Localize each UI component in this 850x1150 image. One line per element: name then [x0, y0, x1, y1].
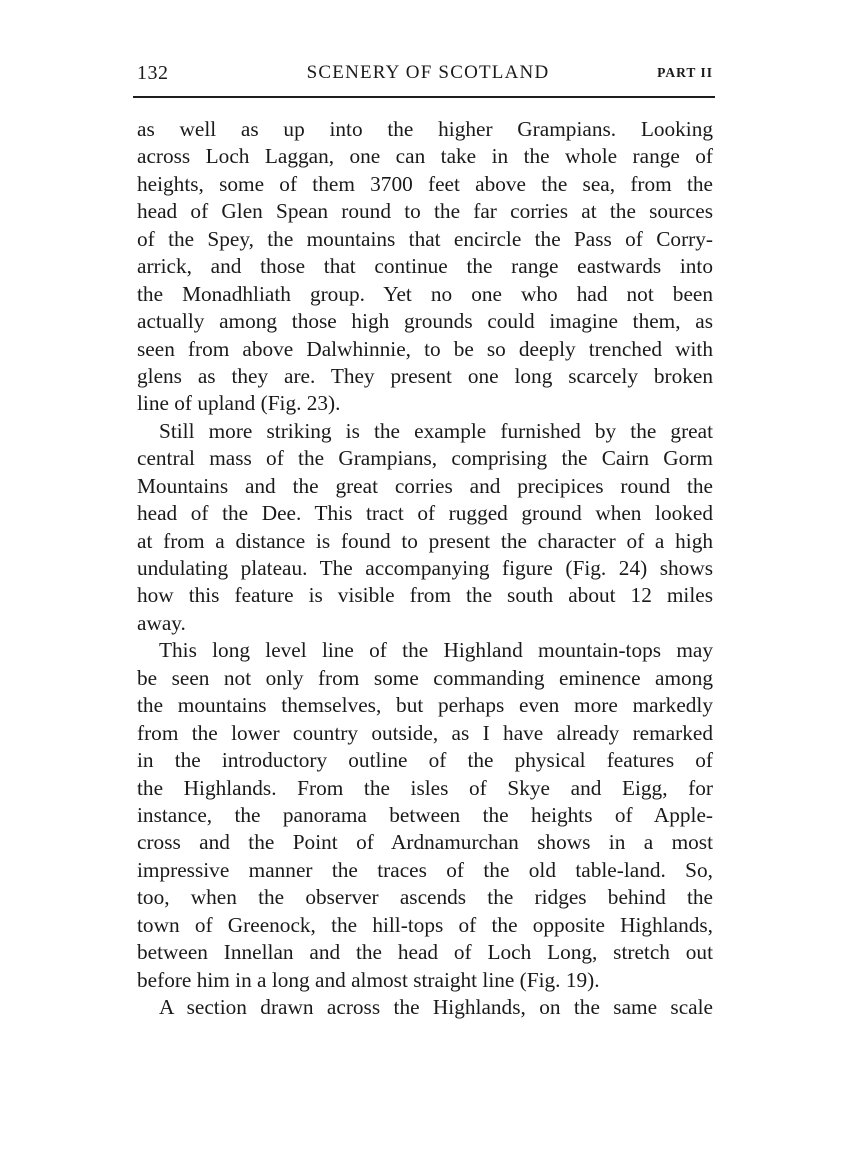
text-line: heights, some of them 3700 feet above the sea, from the	[137, 171, 713, 196]
text-line: head of the Dee. This tract of rugged ground when looked	[137, 501, 713, 526]
text-line: too, when the observer ascends the ridges behind the	[137, 885, 713, 910]
paragraph	[137, 994, 713, 1021]
text-line: at from a distance is found to present the character of a high	[137, 528, 713, 553]
text-line: Still more striking is the example furnished by the great	[159, 418, 713, 443]
paragraph	[137, 418, 713, 638]
text-line: A section drawn across the Highlands, on the same scale	[159, 995, 713, 1019]
text-line: the mountains themselves, but perhaps even more markedly	[137, 693, 713, 718]
text-line: seen from above Dalwhinnie, to be so deeply trenched with	[137, 336, 713, 361]
text-line: away.	[137, 610, 186, 635]
text-line: line of upland (Fig. 23).	[137, 391, 341, 416]
text-line: glens as they are. They present one long scarcely broken	[137, 363, 713, 388]
text-line: the Highlands. From the isles of Skye and Eigg, for	[137, 775, 713, 800]
text-line: between Innellan and the head of Loch Long, stretch out	[137, 940, 713, 965]
paragraph	[137, 116, 713, 418]
text-line: in the introductory outline of the physical features of	[137, 748, 713, 773]
running-head	[137, 62, 713, 88]
text-line: be seen not only from some commanding eminence among	[137, 665, 713, 690]
text-line: before him in a long and almost straight line (Fig. 19).	[137, 967, 600, 992]
text-line: Mountains and the great corries and precipices round the	[137, 473, 713, 498]
text-line: undulating plateau. The accompanying figure (Fig. 24) shows	[137, 556, 713, 580]
text-line: instance, the panorama between the heights of Apple-	[137, 802, 713, 827]
paragraph	[137, 637, 713, 994]
running-title: SCENERY OF SCOTLAND	[306, 62, 550, 83]
text-line: how this feature is visible from the south about 12 miles	[137, 583, 713, 608]
part-label: PART II	[657, 65, 713, 80]
header-rule	[133, 96, 715, 98]
text-line: head of Glen Spean round to the far corries at the sources	[137, 199, 713, 224]
text-line: This long level line of the Highland mountain-tops may	[159, 638, 713, 663]
text-line: arrick, and those that continue the range eastwards into	[137, 254, 713, 279]
text-line: the Monadhliath group. Yet no one who had not been	[137, 281, 713, 306]
text-line: from the lower country outside, as I have already remarked	[137, 720, 713, 745]
text-line: impressive manner the traces of the old table-land. So,	[137, 857, 713, 882]
page-number: 132	[137, 62, 169, 84]
text-line: as well as up into the higher Grampians. Looking	[137, 117, 713, 141]
text-line: central mass of the Grampians, comprising the Cairn Gorm	[137, 446, 713, 471]
body-text	[137, 116, 713, 1021]
text-line: of the Spey, the mountains that encircle the Pass of Corry-	[137, 226, 713, 251]
text-line: actually among those high grounds could imagine them, as	[137, 309, 713, 334]
text-line: across Loch Laggan, one can take in the whole range of	[137, 144, 713, 169]
text-line: cross and the Point of Ardnamurchan shows in a most	[137, 830, 713, 855]
text-line: town of Greenock, the hill-tops of the opposite Highlands,	[137, 912, 713, 937]
